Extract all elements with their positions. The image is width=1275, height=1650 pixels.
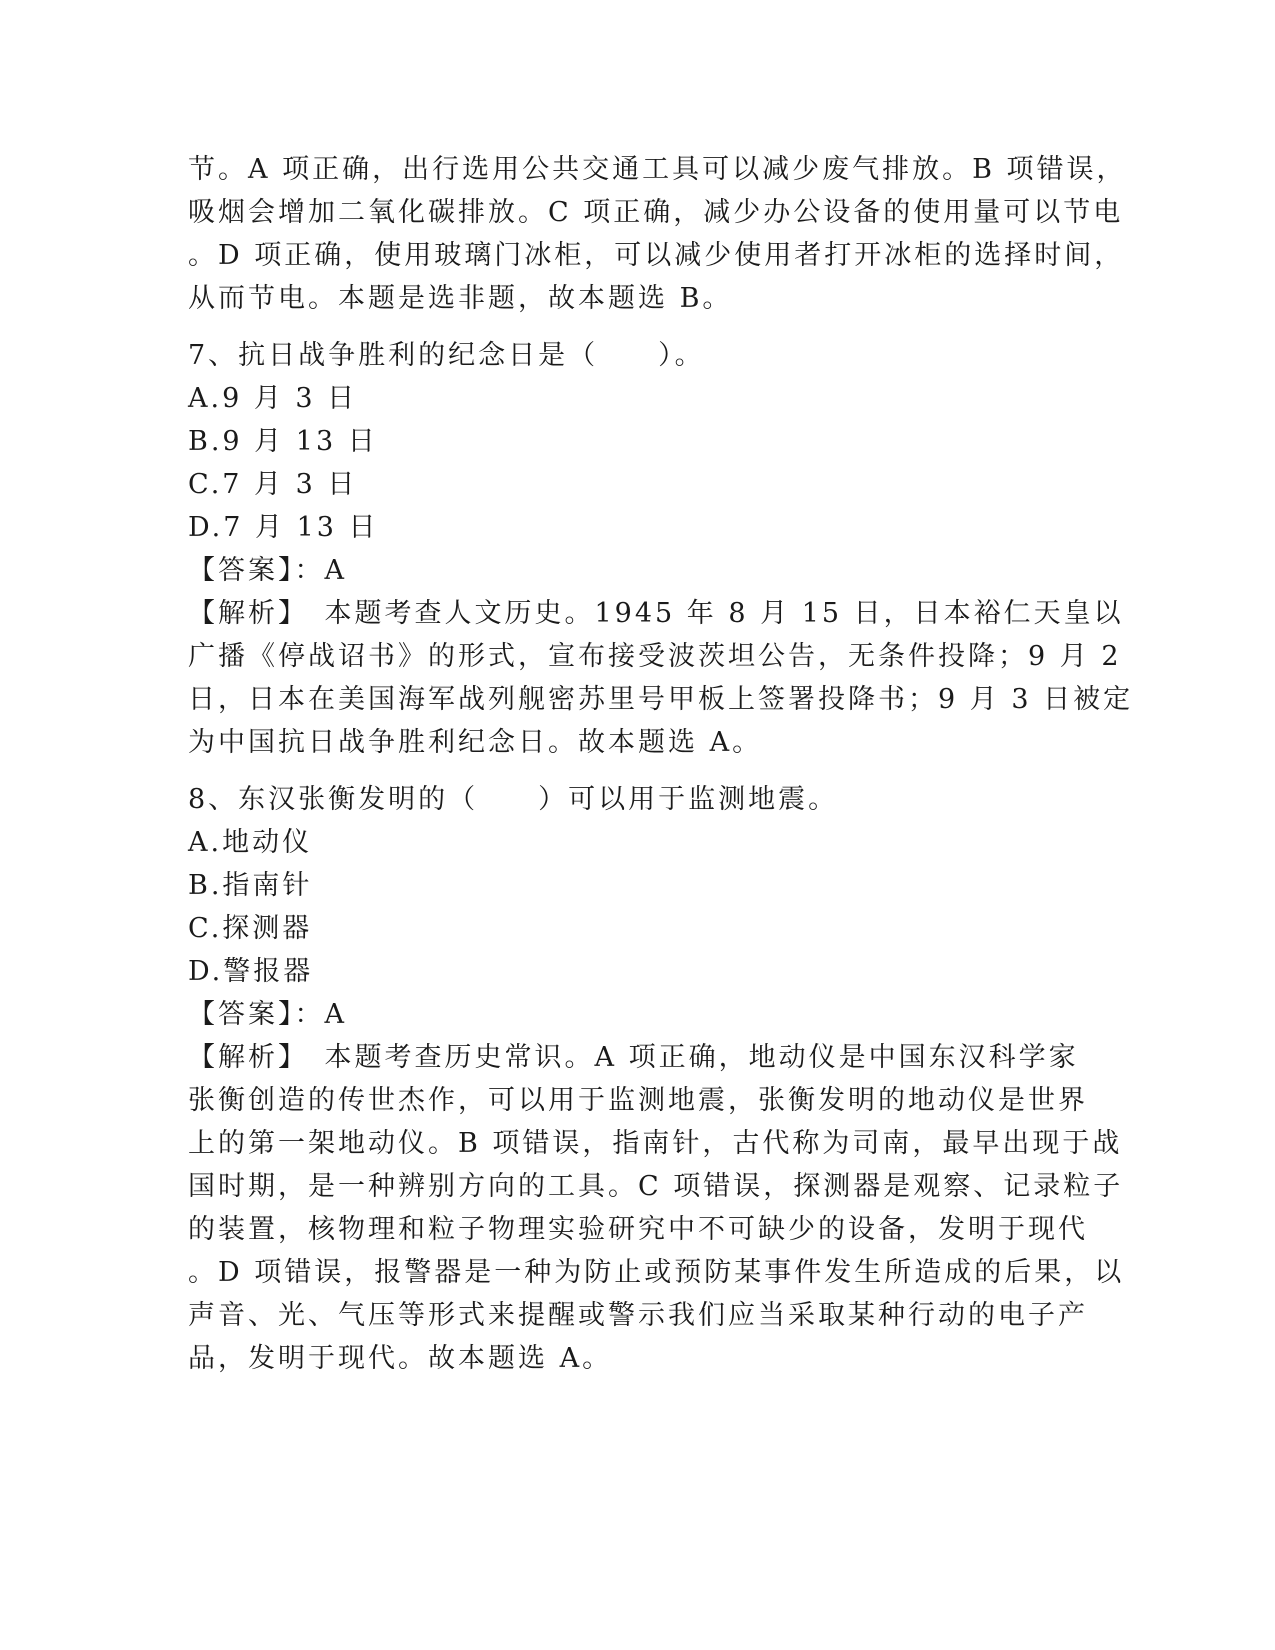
explanation-line: 品，发明于现代。故本题选 A。 [188,1343,613,1374]
option-c: C.探测器 [188,913,313,944]
explanation-line: 上的第一架地动仪。B 项错误，指南针，古代称为司南，最早出现于战 [188,1128,1123,1159]
answer: 【答案】：A [188,555,347,586]
text-line: 从而节电。本题是选非题，故本题选 B。 [188,283,733,314]
answer: 【答案】：A [188,999,347,1030]
explanation-line: 广播《停战诏书》的形式，宣布接受波茨坦公告，无条件投降；9 月 2 [188,641,1122,672]
spacer [188,320,1088,334]
document-page [188,148,1134,1380]
explanation-line: 日，日本在美国海军战列舰密苏里号甲板上签署投降书；9 月 3 日被定 [188,684,1134,715]
option-b: B.指南针 [188,870,313,901]
text-line: 。D 项正确，使用玻璃门冰柜，可以减少使用者打开冰柜的选择时间， [188,240,1125,271]
option-d: D.警报器 [188,956,314,987]
explanation-line: 国时期，是一种辨别方向的工具。C 项错误，探测器是观察、记录粒子 [188,1171,1124,1202]
explanation-line: 的装置，核物理和粒子物理实验研究中不可缺少的设备，发明于现代 [188,1214,1088,1245]
option-a: A.地动仪 [188,827,313,858]
question-text: 7、抗日战争胜利的纪念日是（ ）。 [188,340,705,371]
previous-explanation [188,148,1127,320]
option-b: B.9 月 13 日 [188,426,378,457]
spacer [188,764,1088,778]
question-7 [188,334,1134,764]
option-a: A.9 月 3 日 [188,383,358,414]
explanation-line: 为中国抗日战争胜利纪念日。故本题选 A。 [188,727,763,758]
explanation-line: 张衡创造的传世杰作，可以用于监测地震，张衡发明的地动仪是世界 [188,1085,1088,1116]
explanation-line: 声音、光、气压等形式来提醒或警示我们应当采取某种行动的电子产 [188,1300,1088,1331]
text-line: 节。A 项正确，出行选用公共交通工具可以减少废气排放。B 项错误， [188,154,1127,185]
explanation-line: 。D 项错误，报警器是一种为防止或预防某事件发生所造成的后果，以 [188,1257,1125,1288]
option-c: C.7 月 3 日 [188,469,358,500]
explanation-line: 【解析】 本题考查人文历史。1945 年 8 月 15 日，日本裕仁天皇以 [188,598,1124,629]
explanation-line: 【解析】 本题考查历史常识。A 项正确，地动仪是中国东汉科学家 [188,1042,1079,1073]
option-d: D.7 月 13 日 [188,512,379,543]
text-line: 吸烟会增加二氧化碳排放。C 项正确，减少办公设备的使用量可以节电 [188,197,1124,228]
question-8 [188,778,1125,1380]
question-text: 8、东汉张衡发明的（ ）可以用于监测地震。 [188,784,839,815]
